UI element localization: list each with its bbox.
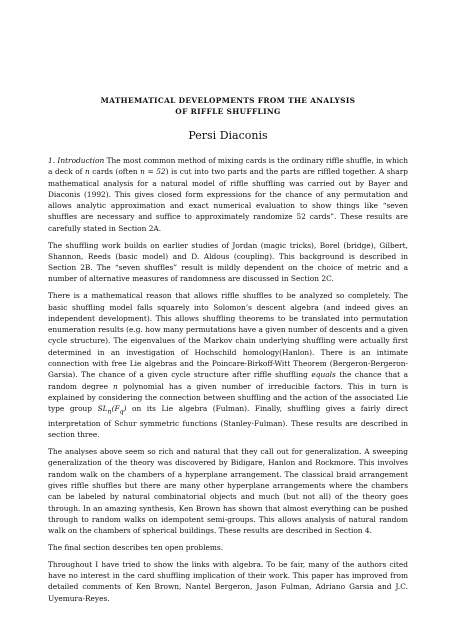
p3-text-d: on its Lie algebra (Fulman). Finally, shuffling gives a fairly direct interpretation of Schur symmetric functions (Stanley-Fulman). These results are described in section three. (48, 404, 409, 440)
paragraph-algebra (48, 290, 408, 440)
p1-math-eq: n = 52 (140, 167, 166, 177)
author-name: Persi Diaconis (188, 129, 268, 142)
p3-math-n: n (113, 381, 118, 391)
p3-text-c: polynomial has a given number of irreducible factors. This in turn is explained by considering the connection between shuffling and the action of the associated Lie type group (48, 381, 409, 414)
p3-group-arg: (F (111, 404, 120, 414)
paragraph-acknowledgements: Throughout I have tried to show the links with algebra. To be fair, many of the authors cited have no interest in the card shuffling implication of their work. This paper has improved from detailed comments of Ken Brown, Nantel Bergeron, Jason Fulman, Adriano Garsia and J.C. Uyemura-Reyes. (48, 559, 408, 603)
p3-group-close: ) (123, 404, 127, 414)
p1-text-a: The most common method of mixing cards is the ordinary riffle shuffle, in which a deck of (48, 156, 408, 177)
p1-text-c: ) is cut into two parts and the parts are riffled together. A sharp mathematical analysis for a natural model of riffle shuffling was carried out by Bayer and Diaconis (1992). This gives closed form expressions for the chance of any permutation and allows analytic approximation and exact numerical evaluation to show things like “seven shuffles are necessary and suffice to approximately randomize 52 cards”. These results are carefully stated in Section 2A. (48, 167, 408, 233)
p1-math-n: n (84, 167, 90, 177)
paper-title (48, 96, 408, 117)
paragraph-generalization: The analyses above seem so rich and natural that they call out for generalization. A sweeping generalization of the theory was discovered by Bidigare, Hanlon and Rockmore. This involves random walk on the chambers of a hyperplane arrangement. The classical braid arrangement gives riffle shuffles but there are many other hyperplane arrangements where the chambers can be labeled by natural combinatorial objects and much (but not all) of the theory goes through. In an amazing synthesis, Ken Brown has shown that almost everything can be pushed through to random walks on idempotent semi-groups. This allows analysis of natural random walk on the chambers of spherical buildings. These results are described in Section 4. (48, 447, 408, 536)
paragraph-background: The shuffling work builds on earlier studies of Jordan (magic tricks), Borel (bridge), Gilbert, Shannon, Reeds (basic model) and D. Aldous (coupling). This background is described in Section 2B. The “seven shuffles” result is mildly dependent on the choice of metric and a number of alternative measures of randomness are discussed in Section 2C. (48, 240, 408, 284)
paragraph-introduction (48, 155, 408, 234)
p3-text-b: the chance that a random degree (48, 370, 409, 391)
p3-math-group (97, 404, 127, 416)
p3-group-sl: SL (97, 404, 108, 414)
title-line-1: MATHEMATICAL DEVELOPMENTS FROM THE ANALYSIS (100, 96, 356, 105)
p3-emph-equals: equals (311, 370, 336, 380)
p1-text-b: cards (often (89, 167, 141, 177)
p3-group-sub: n (107, 408, 112, 416)
p3-text-a: There is a mathematical reason that allows riffle shuffles to be analyzed so completely. The basic shuffling model falls squarely into Solomon’s descent algebra (and indeed gives an independent development). This allows shuffling theorems to be translated into permutation enumeration results (e.g. how many permutations have a given number of descents and a given cycle structure). The eigenvalues of the Markov chain underlying shuffling were actually first determined in an investigation of Hochschild homology(Hanlon). There is an intimate connection with free Lie algebras and the Poincare-Birkoff-Witt Theorem (Bergeron-Bergeron-Garsia). The chance of a given cycle structure after riffle shuffling (48, 291, 408, 380)
title-line-2: OF RIFFLE SHUFFLING (175, 106, 281, 116)
p3-group-arg-sub: q (119, 408, 124, 416)
paragraph-open-problems: The final section describes ten open problems. (48, 542, 224, 552)
section-heading-introduction: 1. Introduction (48, 156, 105, 165)
